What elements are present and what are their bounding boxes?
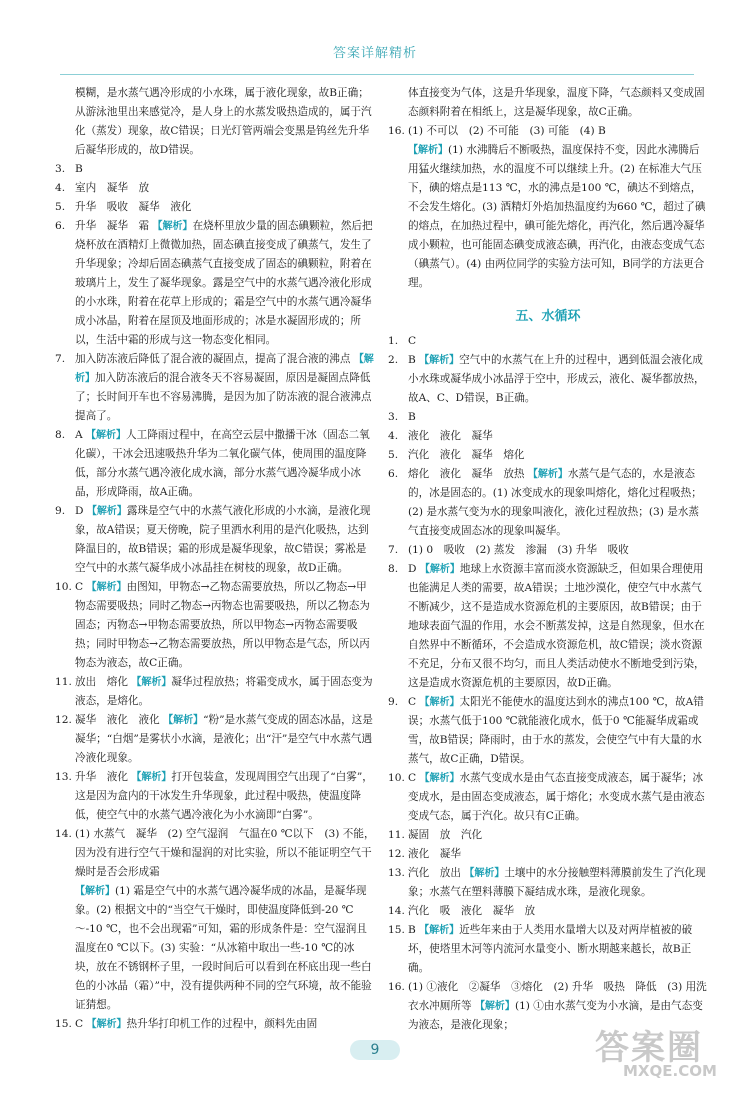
analysis-tag: 【解析】 bbox=[419, 773, 460, 784]
answer-text: 汽化 液化 凝华 熔化 bbox=[408, 449, 525, 461]
analysis-text: 空气中的水蒸气在上升的过程中，遇到低温会液化成小水珠或凝华成小冰晶浮于空中，形成云，液化、凝华都放热，故A、C、D错误，B正确。 bbox=[408, 354, 705, 404]
analysis-text: 太阳光不能使水的温度达到水的沸点100 ℃，故A错误；水蒸气低于100 ℃就能液化成水，低于0 ℃能凝华成霜或雪，故B错误；降雨时，由于水的蒸发，会使空气中有大量的水蒸气，故C正确，D错误。 bbox=[408, 696, 704, 765]
section-title: 五、水循环 bbox=[515, 309, 581, 324]
answer-text: C bbox=[408, 335, 417, 347]
answer-text: C bbox=[75, 581, 84, 593]
analysis-tag: 【解析】 bbox=[527, 469, 568, 480]
answer-item bbox=[55, 179, 375, 198]
answer-text: 升华 液化 bbox=[75, 771, 128, 783]
answer-text: A bbox=[75, 429, 83, 441]
analysis-text: 凝华过程放热；将霜变成水，属于固态变为液态，是熔化。 bbox=[75, 676, 373, 707]
analysis-tag: 【解析】 bbox=[419, 925, 460, 936]
answer-text: 凝华 液化 液化 bbox=[75, 714, 160, 726]
analysis-text: 人工降雨过程中，在高空云层中撒播干冰（固态二氧化碳），干冰会迅速吸热升华为二氧化碳气体，使周围的温度降低，部分水蒸气遇冷液化成水滴，部分水蒸气遇冷凝华成小冰晶，形成降雨，故A正确。 bbox=[75, 429, 370, 498]
answer-item bbox=[388, 902, 708, 921]
item-number: 3. bbox=[55, 163, 66, 175]
answer-text: 放出 熔化 bbox=[75, 676, 128, 688]
item-number: 7. bbox=[55, 353, 66, 365]
analysis-tag: 【解析】 bbox=[75, 354, 374, 384]
answer-text: 汽化 吸 液化 凝华 放 bbox=[408, 905, 536, 917]
analysis-tag: 【解析】 bbox=[419, 355, 460, 366]
answer-item bbox=[55, 1015, 375, 1034]
analysis-text: 露珠是空气中的水蒸气液化形成的小水滴，是液化现象，故A错误；夏天傍晚，院子里洒水利用的是汽化吸热，达到降温目的，故B错误；霜的形成是凝华现象，故C错误；雾凇是空气中的水蒸气凝华成小冰晶挂在树枝的现象，故D正确。 bbox=[75, 505, 371, 574]
answer-item bbox=[388, 826, 708, 845]
item-number: 6. bbox=[388, 468, 399, 480]
answer-item bbox=[388, 693, 708, 769]
answer-text: B bbox=[408, 411, 416, 423]
answer-text: D bbox=[75, 505, 84, 517]
answer-item bbox=[388, 541, 708, 560]
item-number: 13. bbox=[388, 867, 405, 879]
item-number: 5. bbox=[388, 449, 399, 461]
right-column bbox=[388, 84, 708, 1035]
answer-item bbox=[55, 578, 375, 673]
analysis-text: “粉”是水蒸气变成的固态冰晶，这是凝华；“白烟”是雾状小水滴，是液化；出“汗”是空气中水蒸气遇冷液化现象。 bbox=[75, 714, 373, 764]
item-number: 9. bbox=[388, 696, 399, 708]
analysis-text: 地球上水资源丰富而淡水资源缺乏，但如果合理使用也能满足人类的需要，故A错误；土地沙漠化，使空气中水蒸气不断减少，这不是造成水资源危机的主要原因，故B错误；由于地球表面气温的作用，水会不断蒸发掉，这是自然现象，但水在自然界中不断循环，不会造成水资源危机，故C错误；淡水资源不充足，分布又很不均匀，而且人类活动使水不断地受到污染，这是造成水资源危机的主要原因，故D正确。 bbox=[408, 563, 705, 689]
analysis-tag: 【解析】 bbox=[419, 564, 460, 575]
answer-item bbox=[55, 502, 375, 578]
item-number: 5. bbox=[55, 201, 66, 213]
answer-item bbox=[388, 141, 708, 293]
analysis-tag: 【解析】 bbox=[86, 506, 127, 517]
answer-item bbox=[388, 465, 708, 541]
item-number: 16. bbox=[388, 125, 405, 137]
analysis-tag: 【解析】 bbox=[464, 868, 505, 879]
analysis-text: 加入防冻液后的混合液冬天不容易凝固，原因是凝固点降低了；长时间开车也不容易沸腾，是因为加了防冻液的混合液沸点提高了。 bbox=[75, 372, 372, 422]
analysis-tag: 【解析】 bbox=[152, 221, 193, 232]
answer-item bbox=[55, 673, 375, 711]
item-number: 11. bbox=[55, 676, 72, 688]
answer-item bbox=[55, 711, 375, 768]
watermark-sub: MXQE.COM bbox=[623, 1062, 717, 1080]
item-number: 7. bbox=[388, 544, 399, 556]
item-number: 10. bbox=[55, 581, 72, 593]
answer-item bbox=[388, 427, 708, 446]
item-number: 14. bbox=[388, 905, 405, 917]
item-number: 8. bbox=[388, 563, 399, 575]
header-rule bbox=[60, 74, 694, 75]
analysis-text: (1) 霜是空气中的水蒸气遇冷凝华成的冰晶，是凝华现象。(2) 根据文中的“当空气干燥时，即使温度降低到-20 ℃～-10 ℃，也不会出现霜”可知，霜的形成条件是：空气湿润且温度在0 ℃以下。(3) 实验：“从冰箱中取出一些-10 ℃的冰块，放在不锈钢杯子里，一段时间后可以看到在杯底出现一些白色的小冰晶（霜）”中，没有提供两种不同的空气环境，故不能验证猜想。 bbox=[75, 885, 372, 1011]
item-number: 15. bbox=[388, 924, 405, 936]
item-number: 4. bbox=[55, 182, 66, 194]
answer-text: 熔化 液化 凝华 放热 bbox=[408, 468, 525, 480]
item-number: 3. bbox=[388, 411, 399, 423]
analysis-tag: 【解析】 bbox=[163, 715, 204, 726]
analysis-tag: 【解析】 bbox=[419, 697, 460, 708]
answer-item bbox=[55, 217, 375, 350]
answer-text: 汽化 放出 bbox=[408, 867, 461, 879]
page-header: 答案详解精析 bbox=[332, 46, 417, 61]
item-number: 10. bbox=[388, 772, 405, 784]
item-number: 6. bbox=[55, 220, 66, 232]
answer-item bbox=[55, 350, 375, 426]
analysis-text: 由图知，甲物态→乙物态需要放热，所以乙物态→甲物态需要吸热；同时乙物态→丙物态也需要吸热，所以乙物态为固态；丙物态→甲物态需要放热，所以甲物态→丙物态需要吸热；同时甲物态→乙物态需要放热，所以甲物态是气态，所以丙物态为液态，故C正确。 bbox=[75, 581, 370, 669]
item-number: 4. bbox=[388, 430, 399, 442]
item-number: 13. bbox=[55, 771, 72, 783]
answer-text: C bbox=[408, 696, 417, 708]
answer-text: C bbox=[75, 1018, 84, 1030]
left-column bbox=[55, 84, 375, 1034]
item-number: 14. bbox=[55, 828, 72, 840]
answer-text: B bbox=[408, 354, 416, 366]
answer-text: 室内 凝华 放 bbox=[75, 182, 150, 194]
analysis-tag: 【解析】 bbox=[86, 582, 127, 593]
answer-text: 凝固 放 汽化 bbox=[408, 829, 483, 841]
answer-item bbox=[388, 84, 708, 122]
analysis-text: 在烧杯里放少量的固态碘颗粒，然后把烧杯放在酒精灯上微微加热，固态碘直接变成了碘蒸气，发生了升华现象；冷却后固态碘蒸气直接变成了固态的碘颗粒，附着在玻璃片上，发生了凝华现象。露是空气中的水蒸气遇冷液化形成的小水珠，附着在花草上形成的；霜是空气中的水蒸气遇冷凝华成小冰晶，附着在屋顶及地面形成的；冰是水凝固形成的；所以，生活中霜的形成与这一物态变化相同。 bbox=[75, 220, 373, 346]
answer-text: 升华 凝华 霜 bbox=[75, 220, 150, 232]
answer-item bbox=[388, 921, 708, 978]
answer-text: 模糊，是水蒸气遇冷形成的小水珠，属于液化现象，故B正确；从游泳池里出来感觉冷，是人身上的水蒸发吸热造成的，属于汽化（蒸发）现象，故C错误；日光灯管两端会变黑是钨丝先升华后凝华形成的，故D错误。 bbox=[75, 87, 372, 156]
answer-text: (1) 不可以 (2) 不可能 (3) 可能 (4) B bbox=[408, 125, 606, 137]
answer-text: 体直接变为气体，这是升华现象，温度下降，气态颜料又变成固态颜料附着在相纸上，这是凝华现象，故C正确。 bbox=[408, 87, 705, 118]
analysis-tag: 【解析】 bbox=[408, 145, 448, 156]
answer-text: 液化 凝华 bbox=[408, 848, 461, 860]
answer-text: (1) ①液化 ②凝华 ③熔化 (2) 升华 吸热 降低 (3) 用洗衣水冲厕所等 bbox=[408, 981, 707, 1012]
analysis-tag: 【解析】 bbox=[131, 677, 172, 688]
answer-item bbox=[388, 351, 708, 408]
answer-item bbox=[55, 198, 375, 217]
answer-item bbox=[55, 426, 375, 502]
page-number: 9 bbox=[350, 1040, 400, 1060]
answer-text: 升华 吸收 凝华 液化 bbox=[75, 201, 192, 213]
answer-text: (1) 0 吸收 (2) 蒸发 渗漏 (3) 升华 吸收 bbox=[408, 544, 629, 556]
answer-text: D bbox=[408, 563, 417, 575]
answer-text: B bbox=[75, 163, 83, 175]
answer-item bbox=[388, 332, 708, 351]
analysis-tag: 【解析】 bbox=[474, 1001, 515, 1012]
answer-item bbox=[55, 825, 375, 882]
answer-text: (1) 水蒸气 凝华 (2) 空气湿润 气温在0 ℃以下 (3) 不能，因为没有进行空气干燥和湿润的对比实验，所以不能证明空气干燥时是否会形成霜 bbox=[75, 828, 375, 878]
answer-item bbox=[388, 769, 708, 826]
item-number: 1. bbox=[388, 335, 399, 347]
analysis-tag: 【解析】 bbox=[86, 430, 127, 441]
item-number: 2. bbox=[388, 354, 399, 366]
analysis-text: 水蒸气是气态的，水是液态的，冰是固态的。(1) 冰变成水的现象叫熔化，熔化过程吸热；(2) 是水蒸气变为水的现象叫液化，液化过程放热；(3) 是水蒸气直接变成固态冰的现象叫凝华。 bbox=[408, 468, 702, 537]
answer-item bbox=[55, 882, 375, 1015]
item-number: 12. bbox=[55, 714, 72, 726]
analysis-tag: 【解析】 bbox=[75, 886, 115, 897]
answer-text: 加入防冻液后降低了混合液的凝固点，提高了混合液的沸点 bbox=[75, 353, 351, 365]
answer-text: 液化 液化 凝华 bbox=[408, 430, 493, 442]
item-number: 9. bbox=[55, 505, 66, 517]
answer-item bbox=[55, 84, 375, 160]
item-number: 16. bbox=[388, 981, 405, 993]
item-number: 11. bbox=[388, 829, 405, 841]
analysis-text: 热升华打印机工作的过程中，颜料先由固 bbox=[126, 1018, 318, 1030]
answer-item bbox=[388, 446, 708, 465]
answer-item bbox=[388, 408, 708, 427]
answer-text: B bbox=[408, 924, 416, 936]
analysis-text: (1) ①由水蒸气变为小水滴，是由气态变为液态，是液化现象； bbox=[408, 1000, 703, 1031]
analysis-text: 近些年来由于人类用水量增大以及对两岸植被的破坏，使塔里木河等内流河水量变小、断水期越来越长，故B正确。 bbox=[408, 924, 693, 974]
answer-item bbox=[55, 160, 375, 179]
answer-text: C bbox=[408, 772, 417, 784]
watermark-logo bbox=[595, 1020, 745, 1090]
analysis-tag: 【解析】 bbox=[131, 772, 172, 783]
analysis-text: (1) 水沸腾后不断吸热，温度保持不变，因此水沸腾后用猛火继续加热，水的温度不可以继续上升。(2) 在标准大气压下，碘的熔点是113 ℃，水的沸点是100 ℃，碘达不到熔点，不会发生熔化。(3) 酒精灯外焰加热温度约为660 ℃，超过了碘的熔点，在加热过程中，碘可能先熔化，再汽化，然后遇冷凝华成小颗粒，也可能固态碘变成液态碘，再汽化，由液态变成气态（碘蒸气）。(4) 由两位同学的实验方法可知，B同学的方法更合理。 bbox=[408, 144, 706, 289]
item-number: 12. bbox=[388, 848, 405, 860]
answer-item bbox=[388, 560, 708, 693]
answer-item bbox=[388, 845, 708, 864]
item-number: 8. bbox=[55, 429, 66, 441]
analysis-tag: 【解析】 bbox=[86, 1019, 127, 1030]
analysis-text: 水蒸气变成水是由气态直接变成液态，属于凝华；冰变成水，是由固态变成液态，属于熔化；水变成水蒸气是由液态变成气态，属于汽化。故只有C正确。 bbox=[408, 772, 705, 822]
answer-item bbox=[388, 122, 708, 141]
watermark-main: 答案圈 bbox=[595, 1028, 703, 1068]
analysis-text: 打开包装盒，发现周围空气出现了“白雾”，这是因为盒内的干冰发生升华现象，此过程中吸热，使温度降低，使空气中的水蒸气遇冷液化为小水滴即“白雾”。 bbox=[75, 771, 373, 821]
item-number: 15. bbox=[55, 1018, 72, 1030]
analysis-text: 土壤中的水分接触塑料薄膜前发生了汽化现象；水蒸气在塑料薄膜下凝结成水珠，是液化现象。 bbox=[408, 867, 706, 898]
answer-item bbox=[388, 864, 708, 902]
answer-item bbox=[55, 768, 375, 825]
